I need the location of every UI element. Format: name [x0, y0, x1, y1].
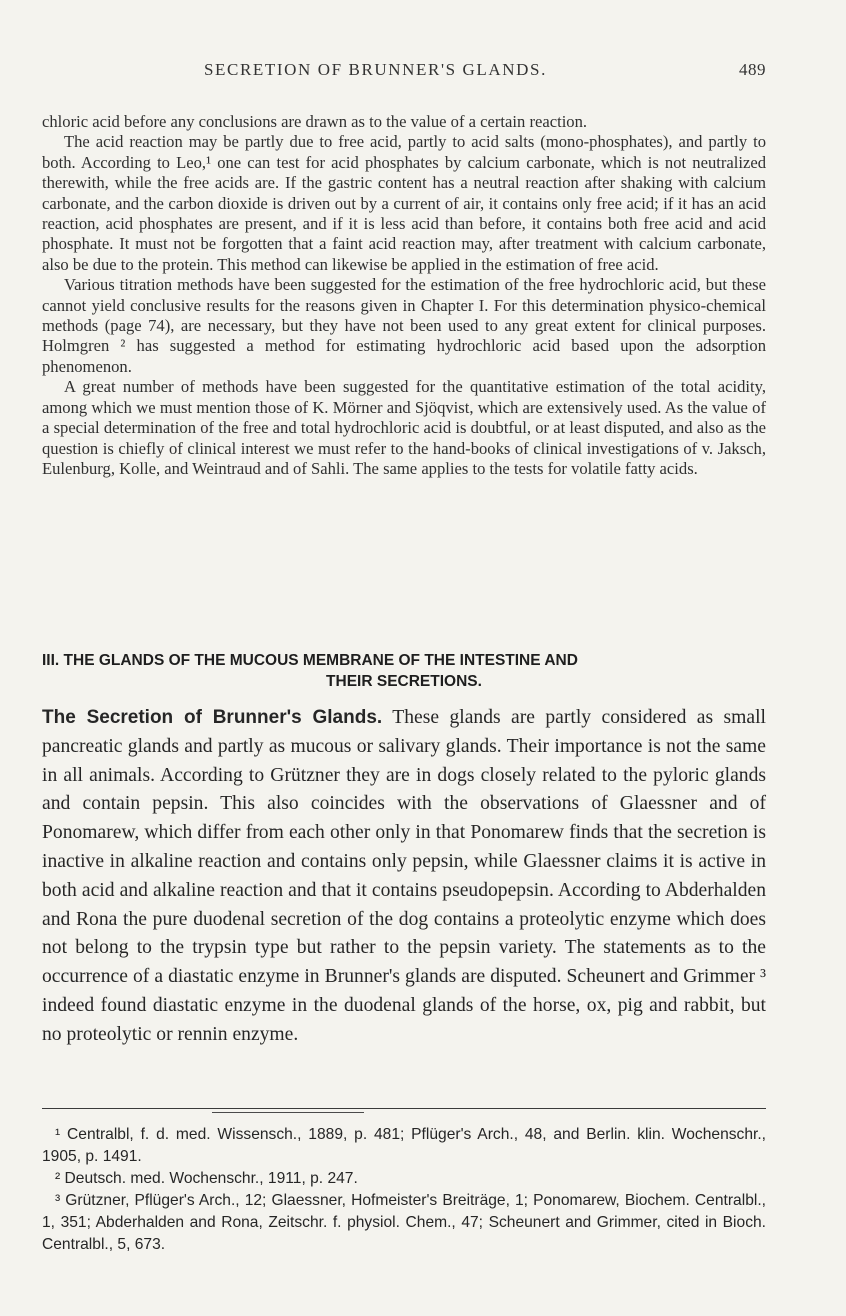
running-head: [42, 60, 766, 84]
paragraph-titration: Various titration methods have been suggested for the estimation of the free hydrochloric acid, but these cannot yield conclusive results for the reasons given in Chapter I. For this determination physico-chemical methods (page 74), are necessary, but they have not been used to any great extent for clinical purposes. Holmgren ² has suggested a method for estimating hydrochloric acid based upon the adsorption phenomenon.: [42, 275, 766, 376]
section-heading-line-1: III. THE GLANDS OF THE MUCOUS MEMBRANE OF THE INTESTINE AND: [42, 652, 578, 669]
footnote-1: ¹ Centralbl, f. d. med. Wissensch., 1889, p. 481; Pflüger's Arch., 48, and Berlin. klin. Wochenschr., 1905, p. 1491.: [42, 1126, 766, 1165]
paragraph-total-acidity: A great number of methods have been suggested for the quantitative estimation of the total acidity, among which we must mention those of K. Mörner and Sjöqvist, which are extensively used. As the value of a special determination of the free and total hydrochloric acid is doubtful, or at least disputed, and also as the question is chiefly of clinical interest we must refer to the hand-books of clinical investigations of v. Jaksch, Eulenburg, Kolle, and Weintraud and of Sahli. The same applies to the tests for volatile fatty acids.: [42, 377, 766, 478]
run-in-heading: The Secretion of Brunner's Glands.: [42, 707, 383, 728]
main-body: [42, 704, 766, 1050]
paragraph-acid-reaction: The acid reaction may be partly due to free acid, partly to acid salts (mono-phosphates), and partly to both. According to Leo,¹ one can test for acid phosphates by calcium carbonate, which is not neutralized therewith, while the free acids are. If the gastric content has a neutral reaction after shaking with calcium carbonate, and the carbon dioxide is driven out by a current of air, it contains only free acid; if it has an acid reaction, acid phosphates are present, and if it is less acid than before, it contains both free acid and acid phosphate. It must not be forgotten that a faint acid reaction may, after treatment with calcium carbonate, also be due to the protein. This method can likewise be applied in the estimation of free acid.: [42, 132, 766, 274]
footnote-rule-short: [212, 1112, 364, 1113]
page-number: 489: [739, 60, 766, 79]
section-heading-line-2: THEIR SECRETIONS.: [326, 673, 482, 690]
footnote-2: ² Deutsch. med. Wochenschr., 1911, p. 247.: [55, 1170, 358, 1187]
footnotes: [42, 1124, 766, 1256]
paragraph-brunner: [42, 704, 766, 1050]
paragraph-continuation: chloric acid before any conclusions are drawn as to the value of a certain reaction.: [42, 112, 588, 131]
running-title: SECRETION OF BRUNNER'S GLANDS.: [204, 60, 547, 79]
small-print-body: [42, 112, 766, 479]
paragraph-brunner-text: These glands are partly considered as small pancreatic glands and partly as mucous or salivary glands. Their importance is not the same in all animals. According to Grützner they are in dogs closely related to the pyloric glands and contain pepsin. This also coincides with the observations of Glaessner and of Ponomarew, which differ from each other only in that Ponomarew finds that the secretion is inactive in alkaline reaction and contains only pepsin, while Glaessner claims it is active in both acid and alkaline reaction and that it contains pseudopepsin. According to Abderhalden and Rona the pure duodenal secretion of the dog contains a proteolytic enzyme which does not belong to the trypsin type but rather to the pepsin variety. The statements as to the occurrence of a diastatic enzyme in Brunner's glands are disputed. Scheunert and Grimmer ³ indeed found diastatic enzyme in the duodenal glands of the horse, ox, pig and rabbit, but no proteolytic or rennin enzyme.: [42, 707, 766, 1045]
footnote-3: ³ Grützner, Pflüger's Arch., 12; Glaessner, Hofmeister's Breiträge, 1; Ponomarew, Biochem. Centralbl., 1, 351; Abderhalden and Rona, Zeitschr. f. physiol. Chem., 47; Scheunert and Grimmer, cited in Bioch. Centralbl., 5, 673.: [42, 1192, 766, 1253]
section-heading: [42, 650, 766, 692]
footnote-rule: [42, 1108, 766, 1109]
